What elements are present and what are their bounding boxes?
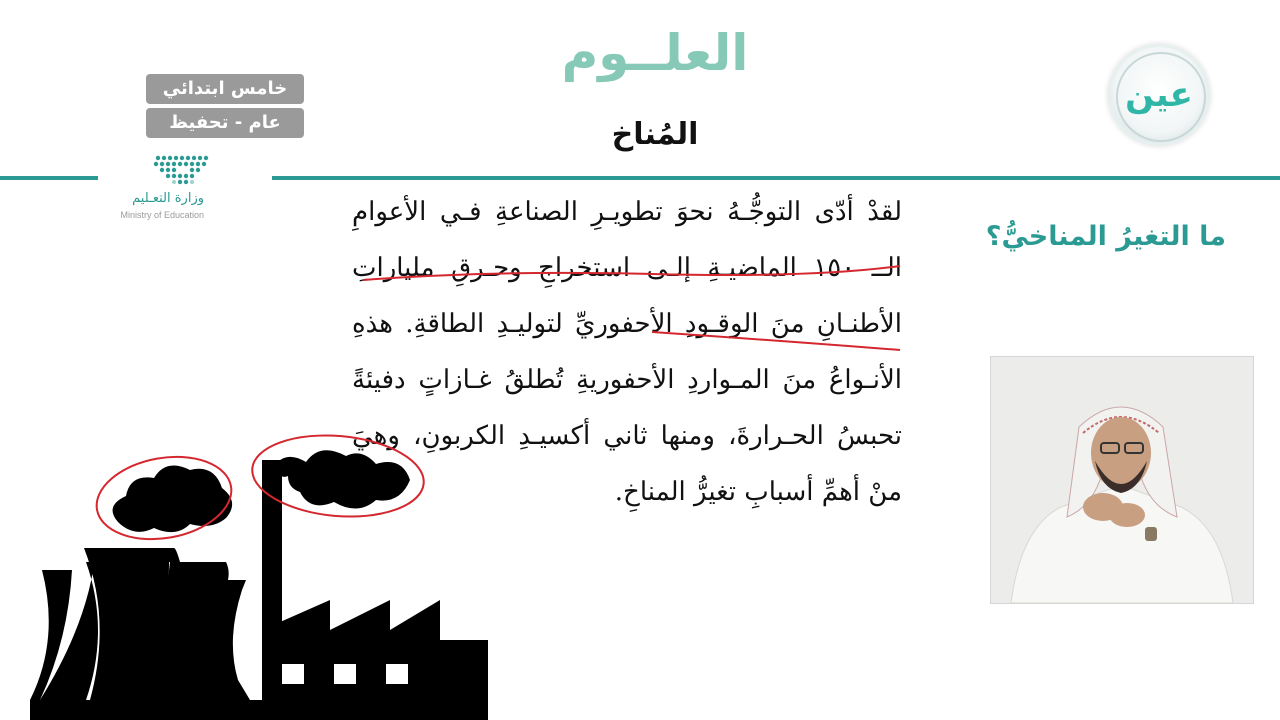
paragraph-line: تحبسُ الحـرارةَ، ومنها ثاني أكسيـدِ الكربونِ، وهيَ bbox=[352, 421, 902, 451]
underline-mark bbox=[652, 332, 900, 350]
paragraph-line: منْ أهمِّ أسبابِ تغيرُّ المناخِ. bbox=[614, 477, 902, 507]
subject-title: العلــوم bbox=[561, 24, 749, 82]
track-badge: عام - تحفيظ bbox=[146, 108, 304, 138]
smoke-cloud-icon bbox=[274, 450, 410, 508]
paragraph-line: لقدْ أدّى التوجُّـهُ نحوَ تطويـرِ الصناعةِ فـي الأعوامِ bbox=[352, 197, 902, 227]
underline-annotations bbox=[352, 184, 912, 384]
smoke-cloud-icon bbox=[113, 466, 233, 533]
header-divider-right bbox=[272, 176, 1280, 180]
ministry-name-ar: وزارة التعـليم bbox=[132, 191, 204, 206]
lesson-title: المُناخ bbox=[611, 117, 699, 152]
ministry-name-en: Ministry of Education bbox=[120, 210, 204, 220]
paragraph-line: الأطنـانِ منَ الوقـودِ الأحفوريِّ لتوليـدِ الطاقةِ. هذهِ bbox=[352, 309, 902, 339]
channel-logo-text: عين bbox=[1125, 75, 1193, 115]
factory-illustration-icon bbox=[30, 430, 500, 720]
interpreter-video[interactable] bbox=[990, 356, 1254, 604]
interpreter-figure-icon bbox=[991, 357, 1253, 603]
underline-mark bbox=[364, 266, 900, 280]
grade-badge: خامس ابتدائي bbox=[146, 74, 304, 104]
question-heading: ما التغيرُ المناخيُّ؟ bbox=[985, 221, 1226, 252]
paragraph-line: الــ ١٥٠ الماضيـةِ إلـى استخراجِ وحـرقِ ملياراتِ bbox=[352, 253, 902, 283]
header-divider-left bbox=[0, 176, 98, 180]
paragraph-line: الأنـواعُ منَ المـواردِ الأحفوريةِ تُطلقُ غـازاتٍ دفيئةً bbox=[352, 365, 902, 395]
factory-building-icon bbox=[262, 600, 488, 720]
